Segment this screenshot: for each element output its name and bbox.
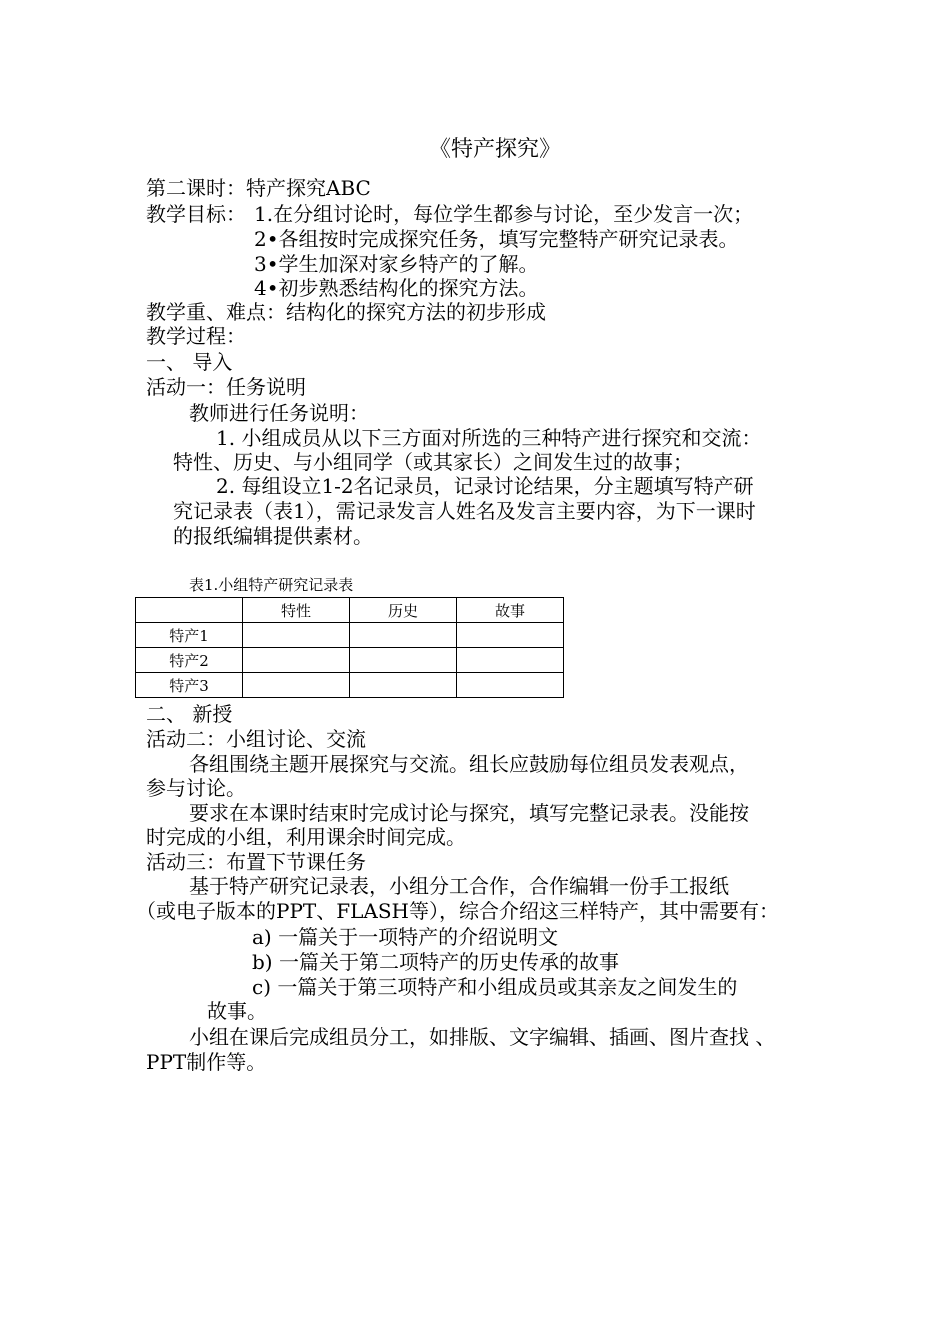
table-row-label: 特产1 — [136, 623, 243, 648]
table-cell — [350, 673, 457, 698]
objective-item: 2•各组按时完成探究任务，填写完整特产研究记录表。 — [254, 227, 739, 251]
table-cell — [243, 648, 350, 673]
paragraph-line: 究记录表（表1），需记录发言人姓名及发言主要内容，为下一课时 — [173, 499, 756, 523]
key-points-line: 教学重、难点：结构化的探究方法的初步形成 — [146, 300, 546, 324]
table-cell — [350, 648, 457, 673]
table-row — [136, 648, 564, 673]
objectives-label: 教学目标： — [146, 202, 246, 226]
record-table — [135, 597, 564, 698]
table-header-row — [136, 598, 564, 623]
table-header-cell: 历史 — [350, 598, 457, 623]
paragraph-line: 时完成的小组，利用课余时间完成。 — [146, 825, 466, 849]
paragraph-line: 基于特产研究记录表，小组分工合作，合作编辑一份手工报纸 — [189, 874, 729, 898]
paragraph-line: 2. 每组设立1-2名记录员，记录讨论结果，分主题填写特产研 — [216, 474, 754, 498]
table-header-cell — [136, 598, 243, 623]
table-header-cell: 故事 — [457, 598, 564, 623]
lesson-line: 第二课时：特产探究ABC — [146, 176, 371, 200]
table-cell — [457, 648, 564, 673]
process-label: 教学过程： — [146, 324, 246, 348]
table-cell — [243, 623, 350, 648]
objective-item: 4•初步熟悉结构化的探究方法。 — [254, 276, 539, 300]
section-heading: 一、 导入 — [146, 350, 233, 374]
paragraph-line: 1. 小组成员从以下三方面对所选的三种特产进行探究和交流： — [216, 426, 762, 450]
table-cell — [457, 673, 564, 698]
table-cell — [243, 673, 350, 698]
paragraph-line: 小组在课后完成组员分工，如排版、文字编辑、插画、图片查找 、 — [189, 1025, 776, 1049]
paragraph-line: PPT制作等。 — [146, 1050, 267, 1074]
table-row — [136, 673, 564, 698]
list-item: a) 一篇关于一项特产的介绍说明文 — [252, 925, 559, 949]
paragraph-line: 的报纸编辑提供素材。 — [173, 524, 373, 548]
document-title: 《特产探究》 — [428, 137, 561, 162]
table-row — [136, 623, 564, 648]
list-item: 故事。 — [207, 999, 267, 1023]
table-row-label: 特产2 — [136, 648, 243, 673]
activity-heading: 活动三：布置下节课任务 — [146, 850, 366, 874]
paragraph-line: 特性、历史、与小组同学（或其家长）之间发生过的故事； — [173, 450, 693, 474]
table-caption: 表1.小组特产研究记录表 — [189, 576, 354, 594]
objective-item: 3•学生加深对家乡特产的了解。 — [254, 252, 539, 276]
table-row-label: 特产3 — [136, 673, 243, 698]
activity-heading: 活动一：任务说明 — [146, 375, 306, 399]
table-cell — [350, 623, 457, 648]
paragraph-line: 参与讨论。 — [146, 776, 246, 800]
list-item: b) 一篇关于第二项特产的历史传承的故事 — [252, 950, 619, 974]
paragraph-line: 教师进行任务说明： — [189, 401, 369, 425]
paragraph-line: （或电子版本的PPT、FLASH等），综合介绍这三样特产，其中需要有： — [136, 899, 779, 923]
paragraph-line: 各组围绕主题开展探究与交流。组长应鼓励每位组员发表观点， — [189, 752, 749, 776]
table-cell — [457, 623, 564, 648]
activity-heading: 活动二：小组讨论、交流 — [146, 727, 366, 751]
list-item: c) 一篇关于第三项特产和小组成员或其亲友之间发生的 — [252, 975, 738, 999]
table-header-cell: 特性 — [243, 598, 350, 623]
section-heading: 二、 新授 — [146, 702, 233, 726]
paragraph-line: 要求在本课时结束时完成讨论与探究，填写完整记录表。没能按 — [189, 801, 749, 825]
objective-item: 1.在分组讨论时，每位学生都参与讨论，至少发言一次； — [254, 202, 754, 226]
